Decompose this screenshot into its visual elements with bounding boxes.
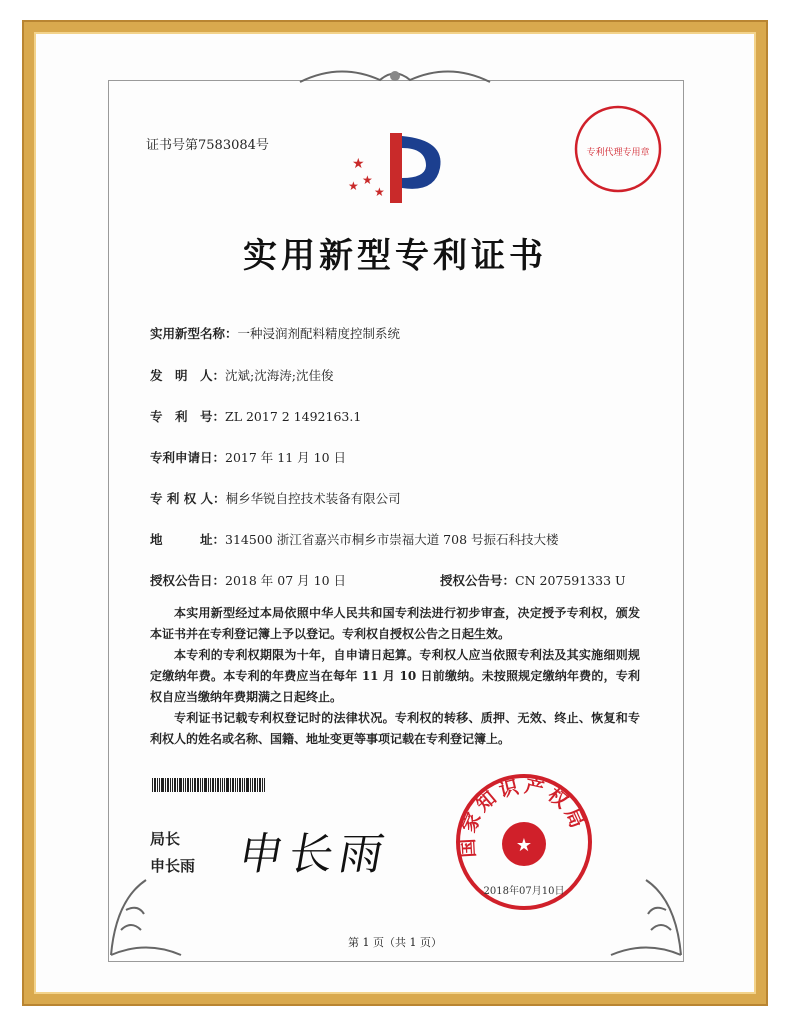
barcode-bar — [157, 778, 158, 792]
field-patent-number — [150, 407, 361, 425]
barcode-bar — [192, 778, 193, 792]
barcode-bar — [257, 778, 258, 792]
barcode-bar — [185, 778, 186, 792]
barcode-bar — [235, 778, 236, 792]
barcode-bar — [154, 778, 156, 792]
svg-text:专利代理专用章: 专利代理专用章 — [586, 148, 650, 158]
official-seal-icon — [454, 772, 594, 912]
barcode-bar — [159, 778, 160, 792]
barcode-bar — [246, 778, 249, 792]
field-grant-date — [150, 571, 346, 589]
paragraph-term: 本专利的专利权期限为十年，自申请日起算。专利权人应当依照专利法及其实施细则规定缴纳年费。本专利的年费应当在每年 11 月 10 日前缴纳。未按照规定缴纳年费的，专利权自应当缴纳年费期满之日起终止。 — [150, 648, 640, 704]
barcode-bar — [200, 778, 201, 792]
barcode-bar — [244, 778, 245, 792]
director-name: 申长雨 — [150, 857, 196, 875]
barcode-bar — [204, 778, 207, 792]
field-label: 地 址： — [150, 532, 226, 547]
barcode-bar — [202, 778, 203, 792]
svg-text:★: ★ — [362, 173, 373, 187]
barcode-bar — [222, 778, 223, 792]
director-title: 局长 — [150, 830, 181, 848]
barcode-bar — [174, 778, 176, 792]
agency-seal-icon — [572, 103, 664, 195]
barcode-bar — [259, 778, 261, 792]
barcode-bar — [210, 778, 211, 792]
barcode-bar — [230, 778, 231, 792]
certificate-number: 证书号第7583084号 — [146, 138, 269, 153]
barcode-bar — [179, 778, 182, 792]
barcode-bar — [252, 778, 253, 792]
barcode-bar — [165, 778, 166, 792]
barcode-bar — [224, 778, 225, 792]
field-value: ZL 2017 2 1492163.1 — [225, 409, 362, 424]
barcode-bar — [177, 778, 178, 792]
field-label: 授权公告日： — [150, 573, 226, 588]
barcode-bar — [237, 778, 238, 792]
barcode-bar — [226, 778, 229, 792]
barcode-bar — [239, 778, 241, 792]
barcode-bar — [208, 778, 209, 792]
barcode-bar — [172, 778, 173, 792]
page-footer: 第 1 页（共 1 页） — [348, 936, 442, 949]
barcode-bar — [220, 778, 221, 792]
barcode-bar — [250, 778, 251, 792]
certificate-title: 实用新型专利证书 — [243, 236, 547, 276]
barcode-bar — [161, 778, 164, 792]
field-address — [150, 530, 559, 548]
svg-text:★: ★ — [374, 185, 385, 199]
field-label: 专利申请日： — [150, 450, 226, 465]
field-value: 桐乡华锐自控技术装备有限公司 — [225, 491, 401, 506]
field-utility-model-name — [150, 324, 400, 342]
field-application-date — [150, 448, 346, 466]
field-value: 沈斌;沈海涛;沈佳俊 — [225, 368, 334, 383]
top-ornament-icon — [290, 62, 500, 92]
svg-text:2018年07月10日: 2018年07月10日 — [483, 886, 565, 897]
barcode-bar — [170, 778, 171, 792]
field-value: 314500 浙江省嘉兴市桐乡市崇福大道 708 号振石科技大楼 — [225, 532, 559, 547]
paragraph-legal-status: 专利证书记载专利权登记时的法律状况。专利权的转移、质押、无效、终止、恢复和专利权人的姓名或名称、国籍、地址变更等事项记载在专利登记簿上。 — [150, 711, 640, 746]
field-patentee — [150, 489, 401, 507]
svg-text:★: ★ — [348, 179, 359, 193]
field-label: 专 利 权 人： — [150, 491, 226, 506]
field-value: CN 207591333 U — [515, 573, 626, 588]
barcode-bar — [217, 778, 219, 792]
barcode-bar — [215, 778, 216, 792]
field-value: 一种浸润剂配料精度控制系统 — [237, 326, 401, 341]
svg-text:国家知识产权局: 国家知识产权局 — [456, 775, 590, 859]
field-value: 2018 年 07 月 10 日 — [225, 573, 347, 588]
barcode-bar — [264, 778, 265, 792]
barcode-bar — [262, 778, 263, 792]
svg-text:★: ★ — [515, 835, 533, 856]
director-signature: 申长雨 — [234, 829, 394, 880]
certificate-paper — [108, 80, 684, 962]
barcode-bar — [232, 778, 234, 792]
barcode-bar — [254, 778, 256, 792]
field-label: 专 利 号： — [150, 409, 226, 424]
field-label: 授权公告号： — [440, 573, 516, 588]
field-inventors — [150, 366, 333, 384]
barcode-bar — [194, 778, 196, 792]
barcode-bar — [242, 778, 243, 792]
field-label: 发 明 人： — [150, 368, 226, 383]
field-value: 2017 年 11 月 10 日 — [225, 450, 347, 465]
barcode-bar — [187, 778, 189, 792]
barcode-bar — [167, 778, 169, 792]
barcode-bar — [183, 778, 184, 792]
field-label: 实用新型名称： — [150, 326, 238, 341]
barcode-bar — [190, 778, 191, 792]
barcode-bar — [197, 778, 199, 792]
barcode — [152, 778, 302, 792]
barcode-bar — [152, 778, 153, 792]
barcode-bar — [212, 778, 214, 792]
svg-text:★: ★ — [352, 156, 365, 172]
field-announcement-number — [440, 571, 626, 589]
patent-office-logo-icon — [340, 128, 450, 208]
paragraph-grant: 本实用新型经过本局依照中华人民共和国专利法进行初步审查，决定授予专利权，颁发本证书并在专利登记簿上予以登记。专利权自授权公告之日起生效。 — [150, 606, 640, 641]
